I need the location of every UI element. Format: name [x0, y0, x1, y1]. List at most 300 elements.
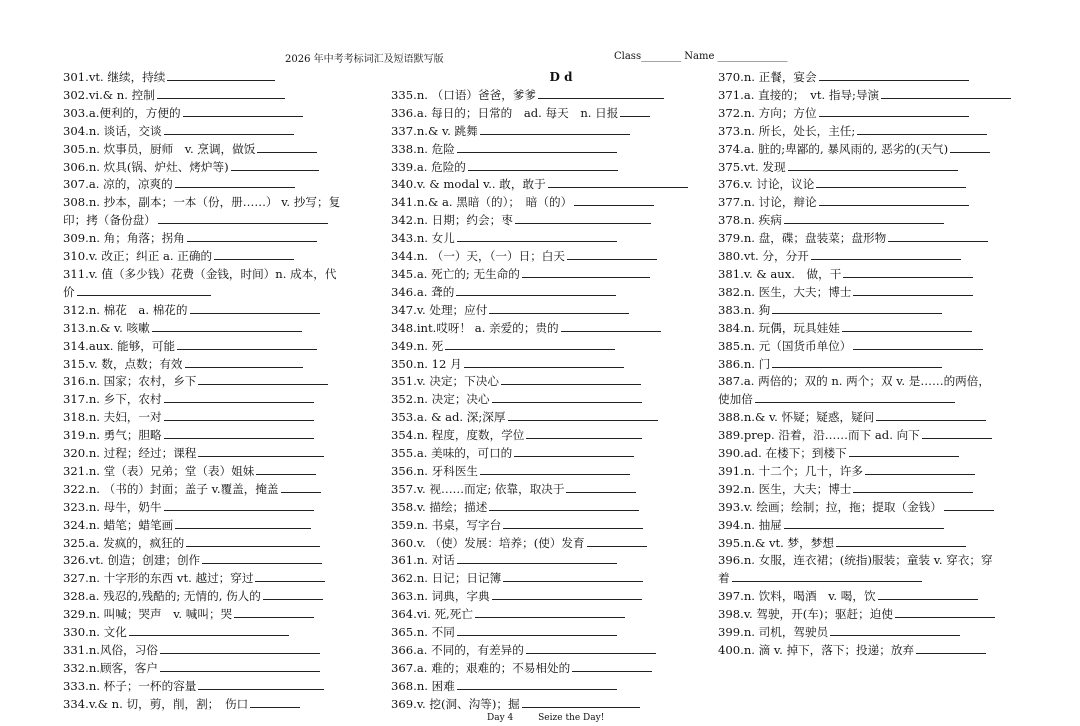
- answer-blank[interactable]: [916, 643, 986, 654]
- vocab-item-text: 344.n. （一）天，（一）日；白天: [391, 249, 565, 264]
- vocab-item: [391, 696, 691, 714]
- vocab-item: [391, 176, 691, 194]
- answer-blank[interactable]: [164, 124, 294, 135]
- answer-blank[interactable]: [788, 160, 958, 171]
- vocab-item-text: 396.n. 女服，连衣裙；(统指)服装；童装 v. 穿衣；穿: [718, 553, 993, 568]
- answer-blank[interactable]: [538, 88, 664, 99]
- vocab-item: [391, 499, 691, 517]
- answer-blank[interactable]: [164, 392, 314, 403]
- vocab-item-text: 354.n. 程度，度数，学位: [391, 428, 525, 443]
- vocab-item: [718, 642, 1023, 660]
- vocab-item-text: 400.n. 滴 v. 掉下，落下；投递；放弃: [718, 643, 915, 657]
- vocab-item: [63, 552, 363, 570]
- vocab-item-text: 399.n. 司机，驾驶员: [718, 625, 829, 640]
- vocab-item-text: 390.ad. 在楼下；到楼下: [718, 446, 847, 461]
- vocab-item: [63, 373, 363, 391]
- vocab-item: [63, 105, 363, 123]
- vocab-item: [391, 535, 691, 553]
- vocab-item: [718, 445, 1023, 463]
- vocab-item: [63, 266, 363, 284]
- vocab-item-text: 379.n. 盘，碟；盘装菜；盘形物: [718, 231, 887, 246]
- answer-blank[interactable]: [816, 177, 966, 188]
- vocab-item: [63, 230, 363, 248]
- vocab-item: [391, 212, 691, 230]
- vocab-item: [63, 248, 363, 266]
- answer-blank[interactable]: [457, 142, 617, 153]
- vocab-item-text: 347.v. 处理；应付: [391, 302, 488, 317]
- vocab-item-text: 350.n. 12 月: [391, 356, 462, 371]
- vocab-item-text: 372.n. 方向；方位: [718, 105, 817, 120]
- vocab-item: [718, 141, 1023, 159]
- vocab-item-text: 353.a. & ad. 深;深厚: [391, 410, 506, 425]
- vocab-item-text: 351.v. 决定；下决心: [391, 374, 499, 389]
- vocab-item: [391, 445, 691, 463]
- answer-blank[interactable]: [561, 321, 661, 332]
- answer-blank[interactable]: [508, 410, 658, 421]
- vocab-item-text: 393.v. 绘画；绘制；拉，拖；提取（金钱）: [718, 499, 942, 514]
- vocab-item-text: 370.n. 正餐，宴会: [718, 70, 817, 84]
- vocab-item: [63, 481, 363, 499]
- answer-blank[interactable]: [944, 500, 994, 511]
- vocab-item-text: 367.a. 难的；艰难的；不易相处的: [391, 660, 571, 675]
- answer-blank[interactable]: [566, 482, 636, 493]
- vocab-item: [63, 535, 363, 553]
- answer-blank[interactable]: [784, 518, 944, 529]
- vocab-item-text: 385.n. 元（国货币单位）: [718, 338, 852, 353]
- answer-blank[interactable]: [457, 231, 617, 242]
- vocab-item: [391, 481, 691, 499]
- vocab-item-text: 319.n. 勇气；胆略: [63, 428, 162, 443]
- answer-blank[interactable]: [185, 357, 303, 368]
- vocab-item: [63, 499, 363, 517]
- vocab-item: [391, 678, 691, 696]
- answer-blank[interactable]: [160, 643, 320, 654]
- vocab-item-text: 332.n.顾客，客户: [63, 660, 158, 675]
- answer-blank[interactable]: [158, 213, 328, 224]
- vocab-item-text: 335.n. （口语）爸爸，爹爹: [391, 87, 536, 102]
- vocab-item: [391, 284, 691, 302]
- vocab-item-text: 341.n.& a. 黑暗（的）； 暗（的）: [391, 195, 573, 210]
- vocab-item-text: 337.n.& v. 跳舞: [391, 123, 478, 138]
- vocab-item-text: 使加倍: [718, 392, 753, 407]
- answer-blank[interactable]: [857, 124, 987, 135]
- vocab-item: [391, 642, 691, 660]
- vocab-item-text: 389.prep. 沿着，沿……而下 ad. 向下: [718, 428, 920, 443]
- vocab-item: [718, 302, 1023, 320]
- vocab-item: [63, 409, 363, 427]
- vocab-item: [718, 284, 1023, 302]
- answer-blank[interactable]: [231, 160, 319, 171]
- answer-blank[interactable]: [250, 697, 300, 708]
- answer-blank[interactable]: [819, 195, 969, 206]
- answer-blank[interactable]: [772, 303, 942, 314]
- answer-blank[interactable]: [849, 446, 959, 457]
- vocab-item-text: 327.n. 十字形的东西 vt. 越过；穿过: [63, 571, 254, 586]
- vocab-item: [391, 141, 691, 159]
- vocab-item: [718, 409, 1023, 427]
- vocab-item: [391, 624, 691, 642]
- vocab-item: [391, 123, 691, 141]
- vocab-item: [391, 463, 691, 481]
- vocab-item-text: 340.v. & modal v.. 敢，敢于: [391, 177, 546, 192]
- answer-blank[interactable]: [214, 249, 294, 260]
- answer-blank[interactable]: [186, 536, 320, 547]
- vocab-item: [391, 356, 691, 374]
- vocab-item: [718, 266, 1023, 284]
- vocab-item: [391, 588, 691, 606]
- answer-blank[interactable]: [501, 374, 641, 385]
- vocab-item: [63, 141, 363, 159]
- vocab-item-text: 364.vi. 死,死亡: [391, 607, 473, 622]
- vocab-item: [391, 266, 691, 284]
- vocab-item: [718, 552, 1023, 570]
- vocab-item: [391, 248, 691, 266]
- answer-blank[interactable]: [865, 464, 975, 475]
- vocab-item: [63, 606, 363, 624]
- vocab-item: [718, 356, 1023, 374]
- answer-blank[interactable]: [456, 285, 616, 296]
- vocab-item-text: 311.v. 值（多少钱）花费（金钱，时间）n. 成本，代: [63, 266, 337, 281]
- vocab-item-text: 360.v. （使）发展：培养；(使）发育: [391, 535, 585, 550]
- vocab-item-text: 312.n. 棉花 a. 棉花的: [63, 302, 188, 317]
- vocab-item: [391, 230, 691, 248]
- vocab-item: [391, 391, 691, 409]
- page-header: [0, 50, 1080, 66]
- vocab-column-2: [391, 69, 691, 714]
- vocab-item-text: 314.aux. 能够，可能: [63, 338, 176, 353]
- vocab-column-3: [718, 69, 1023, 660]
- vocab-item: [63, 194, 363, 212]
- vocab-item-text: 321.n. 堂（表）兄弟；堂（表）姐妹: [63, 463, 255, 478]
- answer-blank[interactable]: [853, 285, 973, 296]
- vocab-item-text: 384.n. 玩偶，玩具娃娃: [718, 320, 840, 335]
- answer-blank[interactable]: [572, 661, 652, 672]
- answer-blank[interactable]: [152, 321, 302, 332]
- vocab-item-text: 309.n. 角；角落；拐角: [63, 231, 185, 246]
- vocab-item-text: 369.v. 挖(洞、沟等)；掘: [391, 696, 520, 711]
- vocab-item: [718, 499, 1023, 517]
- vocab-item-text: 302.vi.& n. 控制: [63, 87, 155, 102]
- answer-blank[interactable]: [257, 142, 317, 153]
- answer-blank[interactable]: [950, 142, 990, 153]
- answer-blank[interactable]: [175, 177, 295, 188]
- vocab-item-text: 381.v. & aux. 做，干: [718, 266, 842, 281]
- answer-blank[interactable]: [895, 607, 995, 618]
- vocab-item-text: 375.vt. 发现: [718, 159, 786, 174]
- vocab-item-text: 317.n. 乡下，农村: [63, 392, 162, 407]
- vocab-item-text: 印；拷（备份盘）: [63, 213, 156, 228]
- answer-blank[interactable]: [526, 428, 642, 439]
- answer-blank[interactable]: [263, 589, 323, 600]
- vocab-item: [391, 660, 691, 678]
- vocab-item-text: 395.n.& vt. 梦，梦想: [718, 535, 834, 550]
- answer-blank[interactable]: [515, 213, 651, 224]
- vocab-item: [718, 588, 1023, 606]
- answer-blank[interactable]: [492, 589, 642, 600]
- vocab-item: [63, 391, 363, 409]
- answer-blank[interactable]: [445, 339, 615, 350]
- vocab-item-text: 345.a. 死亡的; 无生命的: [391, 266, 520, 281]
- vocab-item-text: 376.v. 讨论，议论: [718, 177, 815, 192]
- answer-blank[interactable]: [164, 410, 314, 421]
- answer-blank[interactable]: [464, 357, 624, 368]
- vocab-item: [391, 194, 691, 212]
- vocab-item-text: 316.n. 国家；农村，乡下: [63, 374, 197, 389]
- vocab-item-text: 348.int.哎呀！ a. 亲爱的；贵的: [391, 320, 559, 335]
- vocab-item: [718, 373, 1023, 391]
- vocab-item-text: 336.a. 每日的；日常的 ad. 每天 n. 日报: [391, 105, 619, 120]
- vocab-item: [391, 373, 691, 391]
- answer-blank[interactable]: [489, 500, 639, 511]
- vocab-item: [63, 678, 363, 696]
- answer-blank[interactable]: [480, 464, 630, 475]
- vocab-item-text: 363.n. 词典，字典: [391, 589, 490, 604]
- answer-blank[interactable]: [522, 267, 650, 278]
- vocab-item: [391, 320, 691, 338]
- vocab-item: [391, 570, 691, 588]
- vocab-item: [63, 660, 363, 678]
- answer-blank[interactable]: [202, 553, 322, 564]
- class-name-field: Class________ Name ______________: [614, 51, 788, 62]
- vocab-item-text: 373.n. 所长，处长，主任;: [718, 123, 856, 138]
- answer-blank[interactable]: [830, 625, 960, 636]
- answer-blank[interactable]: [175, 518, 311, 529]
- vocab-item-text: 374.a. 脏的;卑鄙的, 暴风雨的, 恶劣的(天气): [718, 141, 949, 156]
- vocab-item: [391, 552, 691, 570]
- answer-blank[interactable]: [255, 571, 325, 582]
- answer-blank[interactable]: [503, 571, 643, 582]
- answer-blank[interactable]: [772, 357, 942, 368]
- answer-blank[interactable]: [492, 392, 642, 403]
- vocab-item: [63, 356, 363, 374]
- answer-blank[interactable]: [157, 88, 285, 99]
- vocab-item: [718, 427, 1023, 445]
- answer-blank[interactable]: [457, 625, 617, 636]
- answer-blank[interactable]: [732, 571, 922, 582]
- vocab-item-text: 308.n. 抄本，副本；一本（份，册……） v. 抄写；复: [63, 195, 341, 210]
- vocab-item-text: 着: [718, 571, 730, 586]
- answer-blank[interactable]: [129, 625, 289, 636]
- vocab-item: [63, 427, 363, 445]
- page-footer: [487, 713, 604, 723]
- answer-blank[interactable]: [567, 249, 657, 260]
- answer-blank[interactable]: [457, 679, 617, 690]
- vocab-item-text: 365.n. 不同: [391, 625, 455, 640]
- vocab-item: [63, 159, 363, 177]
- vocab-item: [63, 463, 363, 481]
- vocab-item-text: 326.vt. 创造；创建；创作: [63, 553, 201, 568]
- vocab-item-text: 303.a.便利的，方便的: [63, 105, 181, 120]
- answer-blank[interactable]: [574, 195, 654, 206]
- answer-blank[interactable]: [281, 482, 321, 493]
- vocab-item: [63, 123, 363, 141]
- vocab-item: [718, 212, 1023, 230]
- answer-blank[interactable]: [234, 607, 314, 618]
- answer-blank[interactable]: [522, 697, 640, 708]
- vocab-item-text: 301.vt. 继续，持续: [63, 70, 166, 84]
- vocab-item: [718, 159, 1023, 177]
- vocab-item-text: 361.n. 对话: [391, 553, 455, 568]
- answer-blank[interactable]: [183, 106, 303, 117]
- answer-blank[interactable]: [167, 70, 275, 81]
- vocab-item-text: 324.n. 蜡笔；蜡笔画: [63, 517, 174, 532]
- answer-blank[interactable]: [526, 643, 656, 654]
- vocab-item-text: 322.n. （书的）封面；盖子 v.覆盖，掩盖: [63, 481, 279, 496]
- vocab-item-text: 394.n. 抽屉: [718, 517, 782, 532]
- answer-blank[interactable]: [177, 339, 317, 350]
- vocab-item-text: 366.a. 不同的，有差异的: [391, 643, 524, 657]
- vocab-item-text: 380.vt. 分，分开: [718, 249, 809, 264]
- vocab-item: [718, 248, 1023, 266]
- answer-blank[interactable]: [160, 661, 320, 672]
- vocab-item: [63, 284, 363, 302]
- section-heading: D d: [549, 70, 573, 84]
- vocab-item: [63, 176, 363, 194]
- answer-blank[interactable]: [198, 374, 328, 385]
- vocab-item-text: 397.n. 饮料，喝酒 v. 喝，饮: [718, 589, 876, 604]
- vocab-item: [63, 320, 363, 338]
- vocab-item: [63, 338, 363, 356]
- vocab-item-text: 349.n. 死: [391, 338, 444, 353]
- answer-blank[interactable]: [878, 589, 978, 600]
- vocab-item: [391, 87, 691, 105]
- footer-day: Day 4: [487, 713, 514, 723]
- vocab-item: [63, 624, 363, 642]
- answer-blank[interactable]: [77, 285, 211, 296]
- answer-blank[interactable]: [548, 177, 688, 188]
- vocab-item: [391, 409, 691, 427]
- vocab-item-text: 391.n. 十二个；几十，许多: [718, 463, 863, 478]
- answer-blank[interactable]: [489, 303, 629, 314]
- vocab-item: [63, 69, 363, 87]
- answer-blank[interactable]: [811, 249, 961, 260]
- vocab-item-text: 310.v. 改正；纠正 a. 正确的: [63, 249, 213, 264]
- vocab-item-text: 368.n. 困难: [391, 678, 455, 693]
- vocab-item-text: 333.n. 杯子；一杯的容量: [63, 678, 197, 693]
- vocab-item-text: 398.v. 驾驶，开(车)；驱赶；迫使: [718, 607, 893, 622]
- vocab-item: [391, 606, 691, 624]
- vocab-item-text: 352.n. 决定；决心: [391, 392, 490, 407]
- vocab-item: [718, 517, 1023, 535]
- vocab-item-text: 358.v. 描绘；描述: [391, 499, 488, 514]
- answer-blank[interactable]: [755, 392, 955, 403]
- answer-blank[interactable]: [888, 231, 988, 242]
- vocab-column-1: [63, 69, 363, 714]
- answer-blank[interactable]: [514, 446, 634, 457]
- answer-blank[interactable]: [164, 500, 314, 511]
- vocab-item-text: 318.n. 夫妇，一对: [63, 410, 162, 425]
- vocab-item: [63, 570, 363, 588]
- answer-blank[interactable]: [187, 231, 317, 242]
- worksheet-title: 2026 年中考考标词汇及短语默写版: [285, 54, 444, 65]
- answer-blank[interactable]: [853, 482, 973, 493]
- vocab-item-text: 386.n. 门: [718, 356, 771, 371]
- vocab-item-text: 320.n. 过程；经过；课程: [63, 446, 197, 461]
- answer-blank[interactable]: [784, 213, 944, 224]
- answer-blank[interactable]: [819, 70, 969, 81]
- answer-blank[interactable]: [457, 553, 617, 564]
- vocab-item-text: 378.n. 疾病: [718, 213, 782, 228]
- vocab-item: [391, 302, 691, 320]
- vocab-item-text: 357.v. 视……而定; 依靠，取决于: [391, 481, 565, 496]
- vocab-item: [718, 624, 1023, 642]
- answer-blank[interactable]: [475, 607, 625, 618]
- answer-blank[interactable]: [198, 446, 324, 457]
- answer-blank[interactable]: [503, 518, 643, 529]
- answer-blank[interactable]: [468, 160, 618, 171]
- answer-blank[interactable]: [256, 464, 316, 475]
- vocab-item: [391, 517, 691, 535]
- answer-blank[interactable]: [190, 303, 320, 314]
- footer-slogan: Seize the Day!: [538, 713, 605, 723]
- vocab-item-text: 305.n. 炊事员，厨师 v. 烹调，做饭: [63, 141, 256, 156]
- vocab-item-text: 392.n. 医生，大夫；博士: [718, 481, 852, 496]
- vocab-item-text: 355.a. 美味的，可口的: [391, 446, 513, 461]
- answer-blank[interactable]: [819, 106, 969, 117]
- vocab-item: [718, 463, 1023, 481]
- answer-blank[interactable]: [164, 428, 314, 439]
- answer-blank[interactable]: [842, 321, 972, 332]
- answer-blank[interactable]: [620, 106, 650, 117]
- vocab-item-text: 323.n. 母牛，奶牛: [63, 499, 162, 514]
- answer-blank[interactable]: [480, 124, 630, 135]
- vocab-item: [63, 642, 363, 660]
- vocab-item-text: 359.n. 书桌，写字台: [391, 517, 502, 532]
- vocab-item-text: 330.n. 文化: [63, 625, 127, 640]
- vocab-item: [718, 123, 1023, 141]
- vocab-item-text: 382.n. 医生，大夫；博士: [718, 284, 852, 299]
- vocab-item: [718, 391, 1023, 409]
- vocab-item: [718, 606, 1023, 624]
- vocab-item: [718, 105, 1023, 123]
- answer-blank[interactable]: [198, 679, 324, 690]
- vocab-item: [391, 427, 691, 445]
- vocab-item: [63, 588, 363, 606]
- vocab-item: [718, 535, 1023, 553]
- vocab-item-text: 307.a. 凉的，凉爽的: [63, 177, 173, 192]
- vocab-item-text: 304.n. 谈话，交谈: [63, 123, 162, 138]
- vocab-item-text: 329.n. 叫喊；哭声 v. 喊叫；哭: [63, 607, 233, 622]
- vocab-item: [63, 696, 363, 714]
- vocab-item-text: 377.n. 讨论，辩论: [718, 195, 817, 210]
- vocab-item-text: 346.a. 聋的: [391, 284, 455, 299]
- answer-blank[interactable]: [881, 88, 1011, 99]
- vocab-item-text: 331.n.风俗，习俗: [63, 643, 158, 657]
- vocab-item-text: 387.a. 两倍的；双的 n. 两个；双 v. 是……的两倍，: [718, 374, 990, 389]
- answer-blank[interactable]: [922, 428, 992, 439]
- vocab-item: [391, 159, 691, 177]
- answer-blank[interactable]: [876, 410, 986, 421]
- vocab-item: [718, 338, 1023, 356]
- answer-blank[interactable]: [843, 267, 973, 278]
- answer-blank[interactable]: [836, 536, 966, 547]
- vocab-item: [63, 445, 363, 463]
- vocab-item-text: 356.n. 牙科医生: [391, 463, 479, 478]
- answer-blank[interactable]: [587, 536, 647, 547]
- vocab-item: [391, 105, 691, 123]
- vocab-item-text: 306.n. 炊具(锅、炉灶、烤炉等): [63, 159, 229, 174]
- vocab-item: [718, 230, 1023, 248]
- vocab-item: [63, 517, 363, 535]
- vocab-item: [63, 212, 363, 230]
- vocab-item-text: 325.a. 发疯的，疯狂的: [63, 535, 185, 550]
- vocab-item-text: 338.n. 危险: [391, 141, 455, 156]
- vocab-item: [718, 320, 1023, 338]
- vocab-item: [718, 69, 1023, 87]
- vocab-item-text: 334.v.& n. 切，剪，削，割； 伤口: [63, 696, 249, 711]
- vocab-item-text: 339.a. 危险的: [391, 159, 466, 174]
- answer-blank[interactable]: [853, 339, 983, 350]
